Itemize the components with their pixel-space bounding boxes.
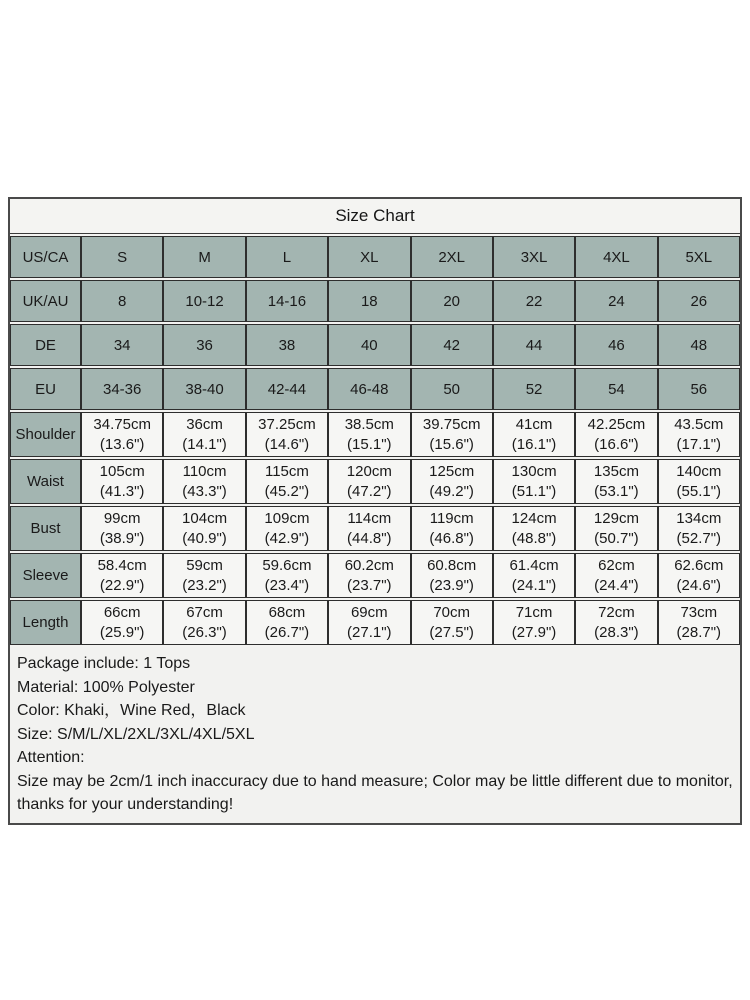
size-chart-title: Size Chart	[10, 199, 740, 234]
measure-cell: 34.75cm (13.6")	[81, 412, 163, 457]
measure-cell: 110cm (43.3")	[163, 459, 245, 504]
measure-cell: 72cm (28.3")	[575, 600, 657, 645]
size-cell: 26	[658, 280, 740, 322]
measure-cell: 134cm (52.7")	[658, 506, 740, 551]
size-cell: 22	[493, 280, 575, 322]
measure-cell: 61.4cm (24.1")	[493, 553, 575, 598]
size-cell: 3XL	[493, 236, 575, 278]
size-cell: 40	[328, 324, 410, 366]
table-row	[10, 236, 740, 278]
table-row	[10, 324, 740, 366]
measure-cell: 140cm (55.1")	[658, 459, 740, 504]
size-cell: 48	[658, 324, 740, 366]
row-label: Shoulder	[10, 412, 81, 457]
measure-cell: 119cm (46.8")	[411, 506, 493, 551]
measure-cell: 120cm (47.2")	[328, 459, 410, 504]
size-cell: 14-16	[246, 280, 328, 322]
measure-cell: 60.2cm (23.7")	[328, 553, 410, 598]
table-row	[10, 368, 740, 410]
measure-cell: 114cm (44.8")	[328, 506, 410, 551]
measure-cell: 59cm (23.2")	[163, 553, 245, 598]
size-cell: 42-44	[246, 368, 328, 410]
measure-cell: 67cm (26.3")	[163, 600, 245, 645]
table-row	[10, 506, 740, 551]
measure-cell: 58.4cm (22.9")	[81, 553, 163, 598]
size-cell: 38-40	[163, 368, 245, 410]
row-label: EU	[10, 368, 81, 410]
size-cell: 20	[411, 280, 493, 322]
size-cell: 36	[163, 324, 245, 366]
size-cell: 38	[246, 324, 328, 366]
attention-label: Attention:	[17, 749, 85, 766]
size-cell: S	[81, 236, 163, 278]
size-table-body	[10, 236, 740, 645]
measure-cell: 41cm (16.1")	[493, 412, 575, 457]
measure-cell: 62.6cm (24.6")	[658, 553, 740, 598]
color-line: Color: Khaki，Wine Red，Black	[17, 702, 246, 719]
size-table	[10, 234, 740, 647]
row-label: US/CA	[10, 236, 81, 278]
measure-cell: 69cm (27.1")	[328, 600, 410, 645]
measure-cell: 59.6cm (23.4")	[246, 553, 328, 598]
row-label: Bust	[10, 506, 81, 551]
package-include-line: Package include: 1 Tops	[17, 655, 191, 672]
row-label: DE	[10, 324, 81, 366]
measure-cell: 60.8cm (23.9")	[411, 553, 493, 598]
measure-cell: 99cm (38.9")	[81, 506, 163, 551]
size-cell: 4XL	[575, 236, 657, 278]
measure-cell: 62cm (24.4")	[575, 553, 657, 598]
size-cell: 18	[328, 280, 410, 322]
measure-cell: 104cm (40.9")	[163, 506, 245, 551]
measure-cell: 37.25cm (14.6")	[246, 412, 328, 457]
measure-cell: 129cm (50.7")	[575, 506, 657, 551]
measure-cell: 130cm (51.1")	[493, 459, 575, 504]
measure-cell: 115cm (45.2")	[246, 459, 328, 504]
size-cell: 56	[658, 368, 740, 410]
size-cell: 54	[575, 368, 657, 410]
table-row	[10, 553, 740, 598]
row-label: Waist	[10, 459, 81, 504]
table-row	[10, 459, 740, 504]
measure-cell: 135cm (53.1")	[575, 459, 657, 504]
table-row	[10, 600, 740, 645]
measure-cell: 68cm (26.7")	[246, 600, 328, 645]
size-cell: 5XL	[658, 236, 740, 278]
material-line: Material: 100% Polyester	[17, 678, 195, 696]
size-cell: 2XL	[411, 236, 493, 278]
product-details-block	[10, 647, 740, 823]
size-cell: 24	[575, 280, 657, 322]
attention-text: Size may be 2cm/1 inch inaccuracy due to hand measure; Color may be little different due to monitor, thanks for your understanding!	[17, 772, 733, 813]
measure-cell: 43.5cm (17.1")	[658, 412, 740, 457]
table-row	[10, 280, 740, 322]
size-cell: 34	[81, 324, 163, 366]
size-cell: XL	[328, 236, 410, 278]
size-chart-box	[8, 197, 742, 825]
size-cell: L	[246, 236, 328, 278]
size-cell: 46	[575, 324, 657, 366]
measure-cell: 38.5cm (15.1")	[328, 412, 410, 457]
size-cell: 52	[493, 368, 575, 410]
size-cell: 8	[81, 280, 163, 322]
measure-cell: 105cm (41.3")	[81, 459, 163, 504]
row-label: Length	[10, 600, 81, 645]
measure-cell: 66cm (25.9")	[81, 600, 163, 645]
size-cell: M	[163, 236, 245, 278]
measure-cell: 36cm (14.1")	[163, 412, 245, 457]
measure-cell: 71cm (27.9")	[493, 600, 575, 645]
measure-cell: 39.75cm (15.6")	[411, 412, 493, 457]
measure-cell: 109cm (42.9")	[246, 506, 328, 551]
size-cell: 42	[411, 324, 493, 366]
measure-cell: 125cm (49.2")	[411, 459, 493, 504]
size-line: Size: S/M/L/XL/2XL/3XL/4XL/5XL	[17, 725, 255, 743]
measure-cell: 42.25cm (16.6")	[575, 412, 657, 457]
measure-cell: 70cm (27.5")	[411, 600, 493, 645]
size-cell: 50	[411, 368, 493, 410]
measure-cell: 124cm (48.8")	[493, 506, 575, 551]
size-cell: 44	[493, 324, 575, 366]
measure-cell: 73cm (28.7")	[658, 600, 740, 645]
row-label: UK/AU	[10, 280, 81, 322]
table-row	[10, 412, 740, 457]
size-cell: 46-48	[328, 368, 410, 410]
size-cell: 10-12	[163, 280, 245, 322]
row-label: Sleeve	[10, 553, 81, 598]
size-cell: 34-36	[81, 368, 163, 410]
